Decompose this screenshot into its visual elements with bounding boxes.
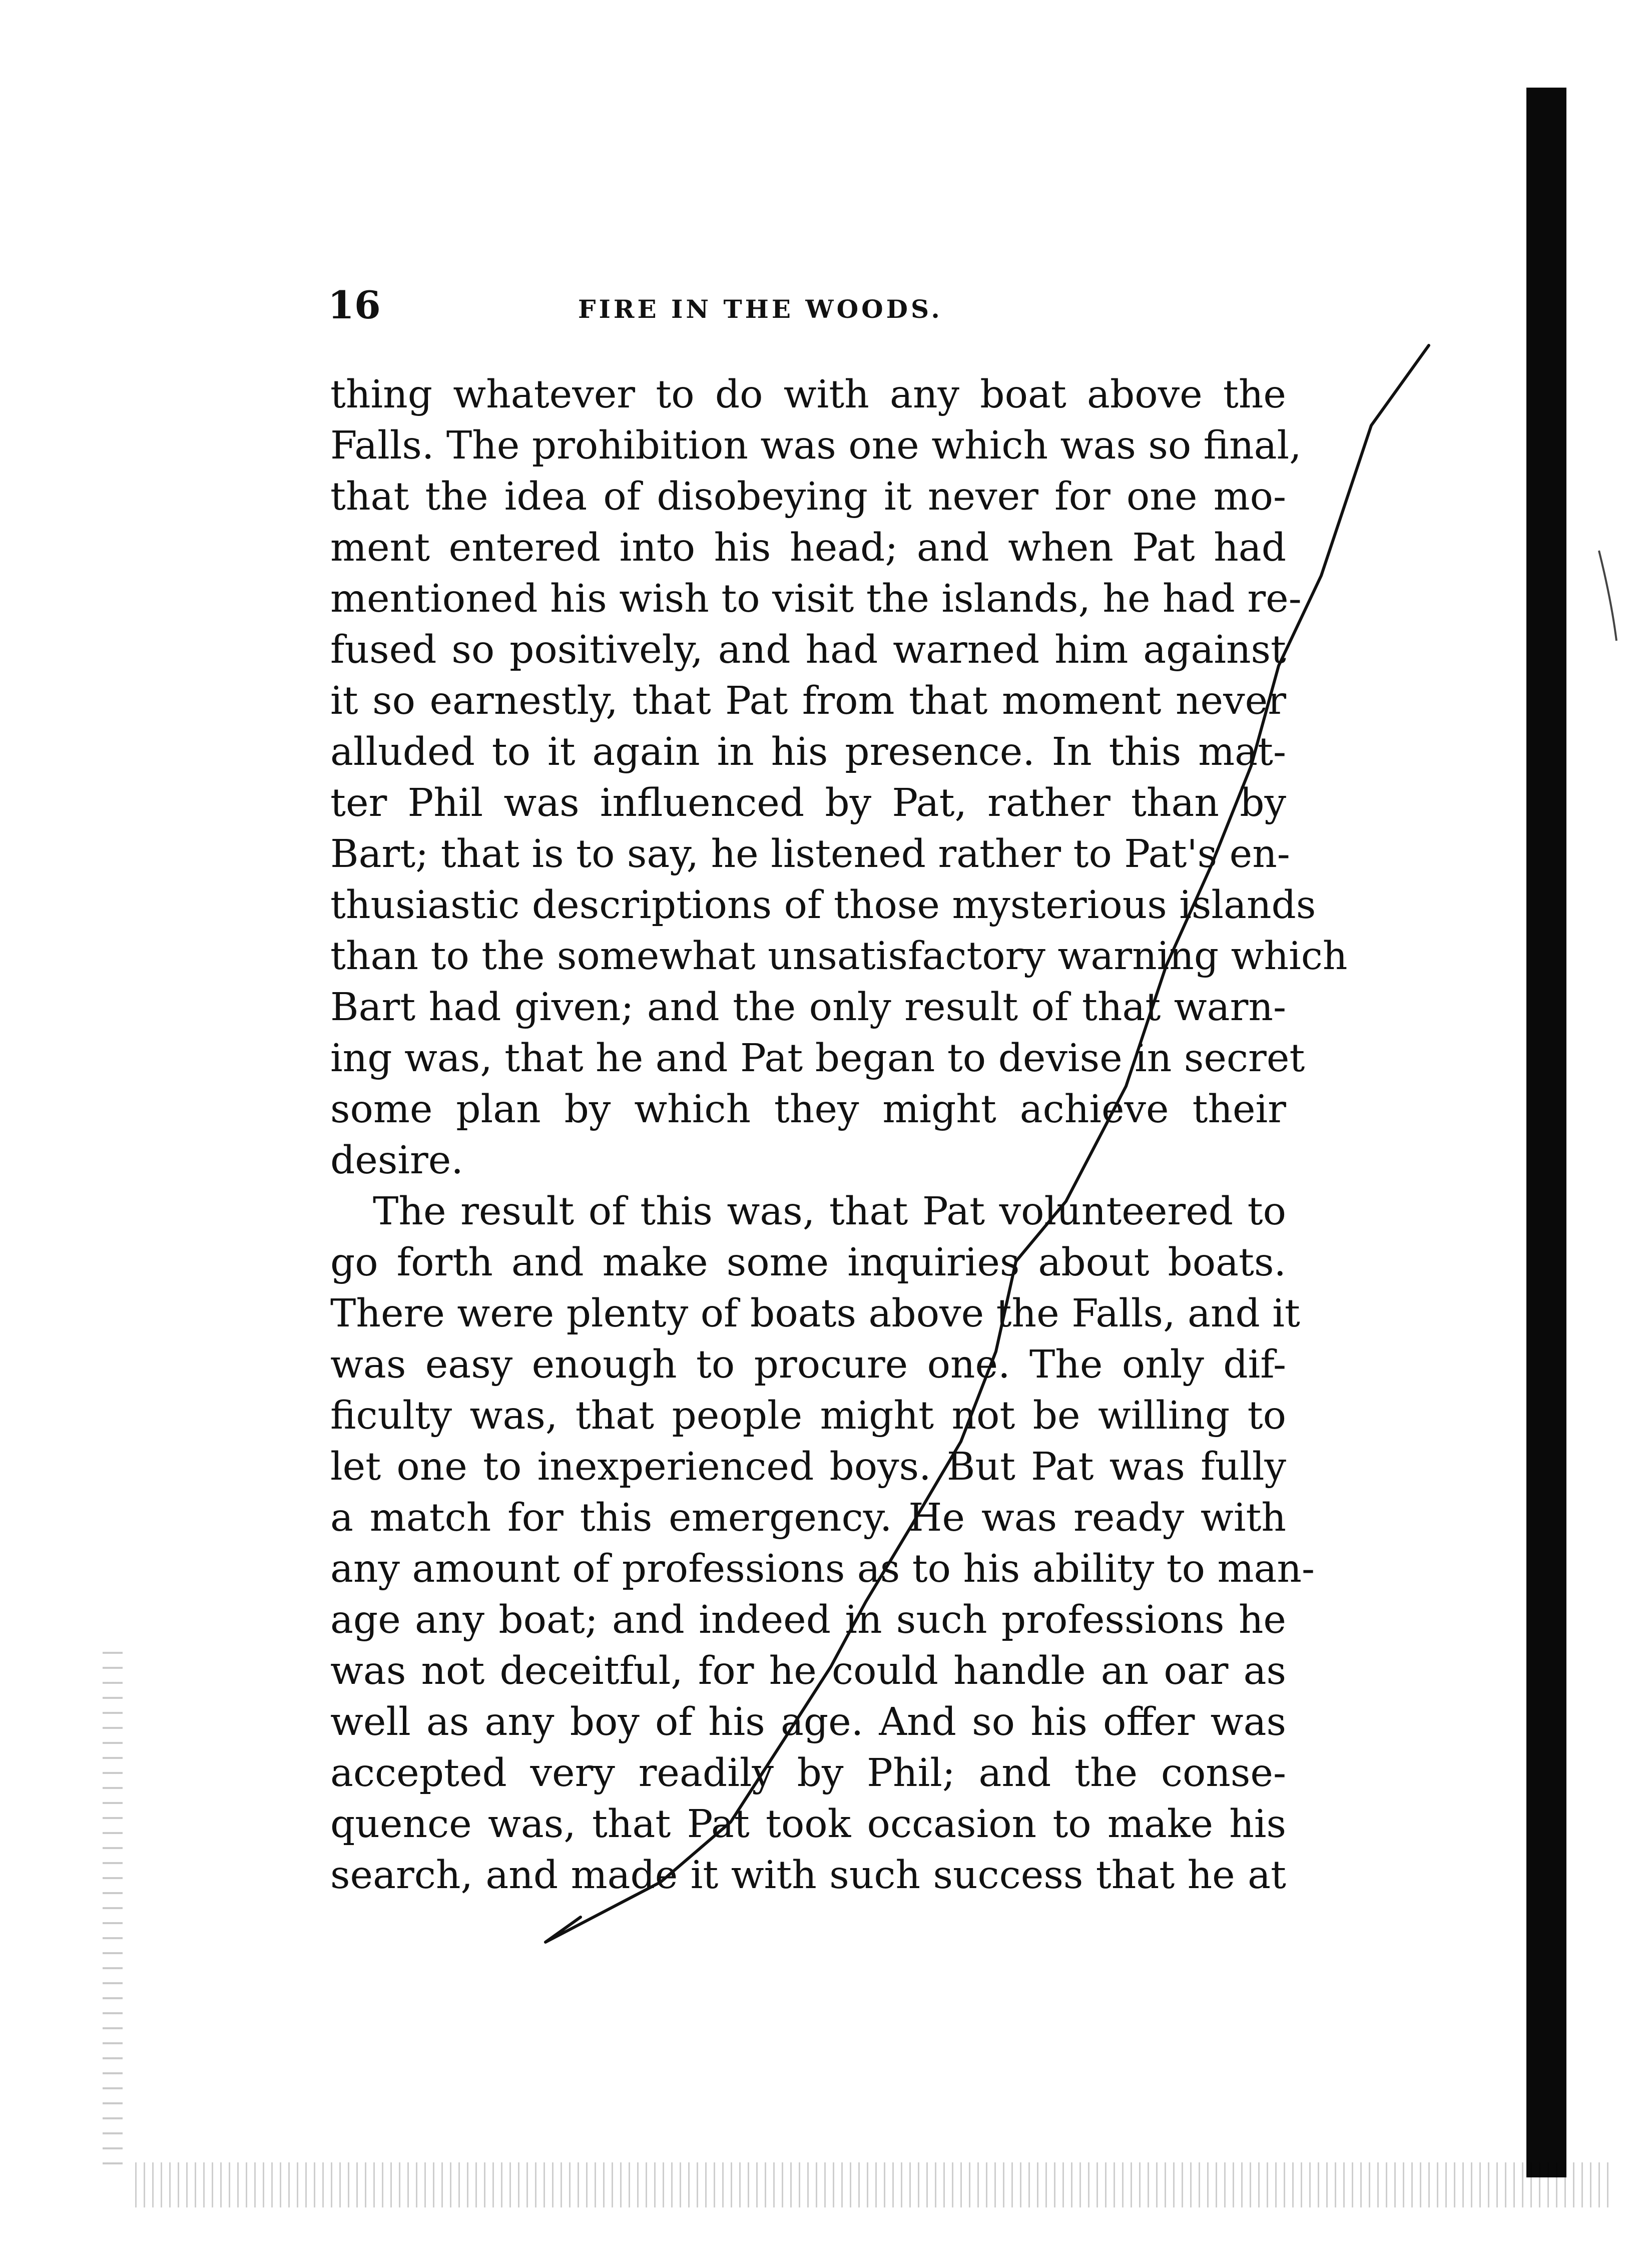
text-line: accepted very readily by Phil; and the conse- bbox=[330, 1751, 1286, 1795]
text-line: quence was, that Pat took occasion to make his bbox=[330, 1802, 1286, 1847]
text-line: fused so positively, and had warned him against bbox=[330, 628, 1286, 672]
text-line: The result of this was, that Pat volunteered to bbox=[373, 1189, 1286, 1234]
running-title: FIRE IN THE WOODS. bbox=[578, 294, 943, 324]
text-line: that the idea of disobeying it never for one mo- bbox=[330, 475, 1286, 519]
text-line: well as any boy of his age. And so his offer was bbox=[330, 1700, 1286, 1744]
text-line: Falls. The prohibition was one which was so final, bbox=[330, 423, 1302, 468]
text-line: mentioned his wish to visit the islands, he had re- bbox=[330, 577, 1302, 621]
text-line: thing whatever to do with any boat above the bbox=[330, 372, 1286, 417]
text-line: ficulty was, that people might not be willing to bbox=[330, 1394, 1286, 1438]
text-line: it so earnestly, that Pat from that moment never bbox=[330, 679, 1286, 723]
text-line: Bart had given; and the only result of that warn- bbox=[330, 985, 1286, 1030]
text-line: Bart; that is to say, he listened rather to Pat's en- bbox=[330, 832, 1290, 876]
text-line: thusiastic descriptions of those mysterious islands bbox=[330, 883, 1316, 928]
scan-noise-bottom bbox=[135, 2162, 1611, 2207]
text-line: ing was, that he and Pat began to devise in secret bbox=[330, 1036, 1305, 1081]
text-line: There were plenty of boats above the Falls, and it bbox=[330, 1291, 1300, 1336]
page-header bbox=[328, 280, 1289, 330]
text-line: some plan by which they might achieve their bbox=[330, 1087, 1286, 1132]
text-line: ter Phil was influenced by Pat, rather than by bbox=[330, 781, 1286, 825]
text-line: let one to inexperienced boys. But Pat was fully bbox=[330, 1445, 1286, 1489]
body-text bbox=[330, 369, 1348, 1901]
text-line: ment entered into his head; and when Pat had bbox=[330, 526, 1286, 570]
text-line: go forth and make some inquiries about boats. bbox=[330, 1240, 1286, 1285]
text-line: desire. bbox=[330, 1138, 463, 1183]
text-line: alluded to it again in his presence. In this mat- bbox=[330, 730, 1286, 774]
text-line: was easy enough to procure one. The only dif- bbox=[330, 1342, 1286, 1387]
text-line: was not deceitful, for he could handle an oar as bbox=[330, 1649, 1286, 1693]
text-line: a match for this emergency. He was ready with bbox=[330, 1496, 1286, 1540]
page-number: 16 bbox=[328, 283, 381, 327]
text-line: search, and made it with such success that he at bbox=[330, 1853, 1286, 1898]
book-spine-shadow bbox=[1526, 88, 1566, 2177]
text-line: age any boat; and indeed in such professions he bbox=[330, 1598, 1286, 1642]
text-line: any amount of professions as to his ability to man- bbox=[330, 1547, 1315, 1591]
scan-noise-left bbox=[103, 1652, 123, 2177]
text-line: than to the somewhat unsatisfactory warning which bbox=[330, 934, 1348, 979]
